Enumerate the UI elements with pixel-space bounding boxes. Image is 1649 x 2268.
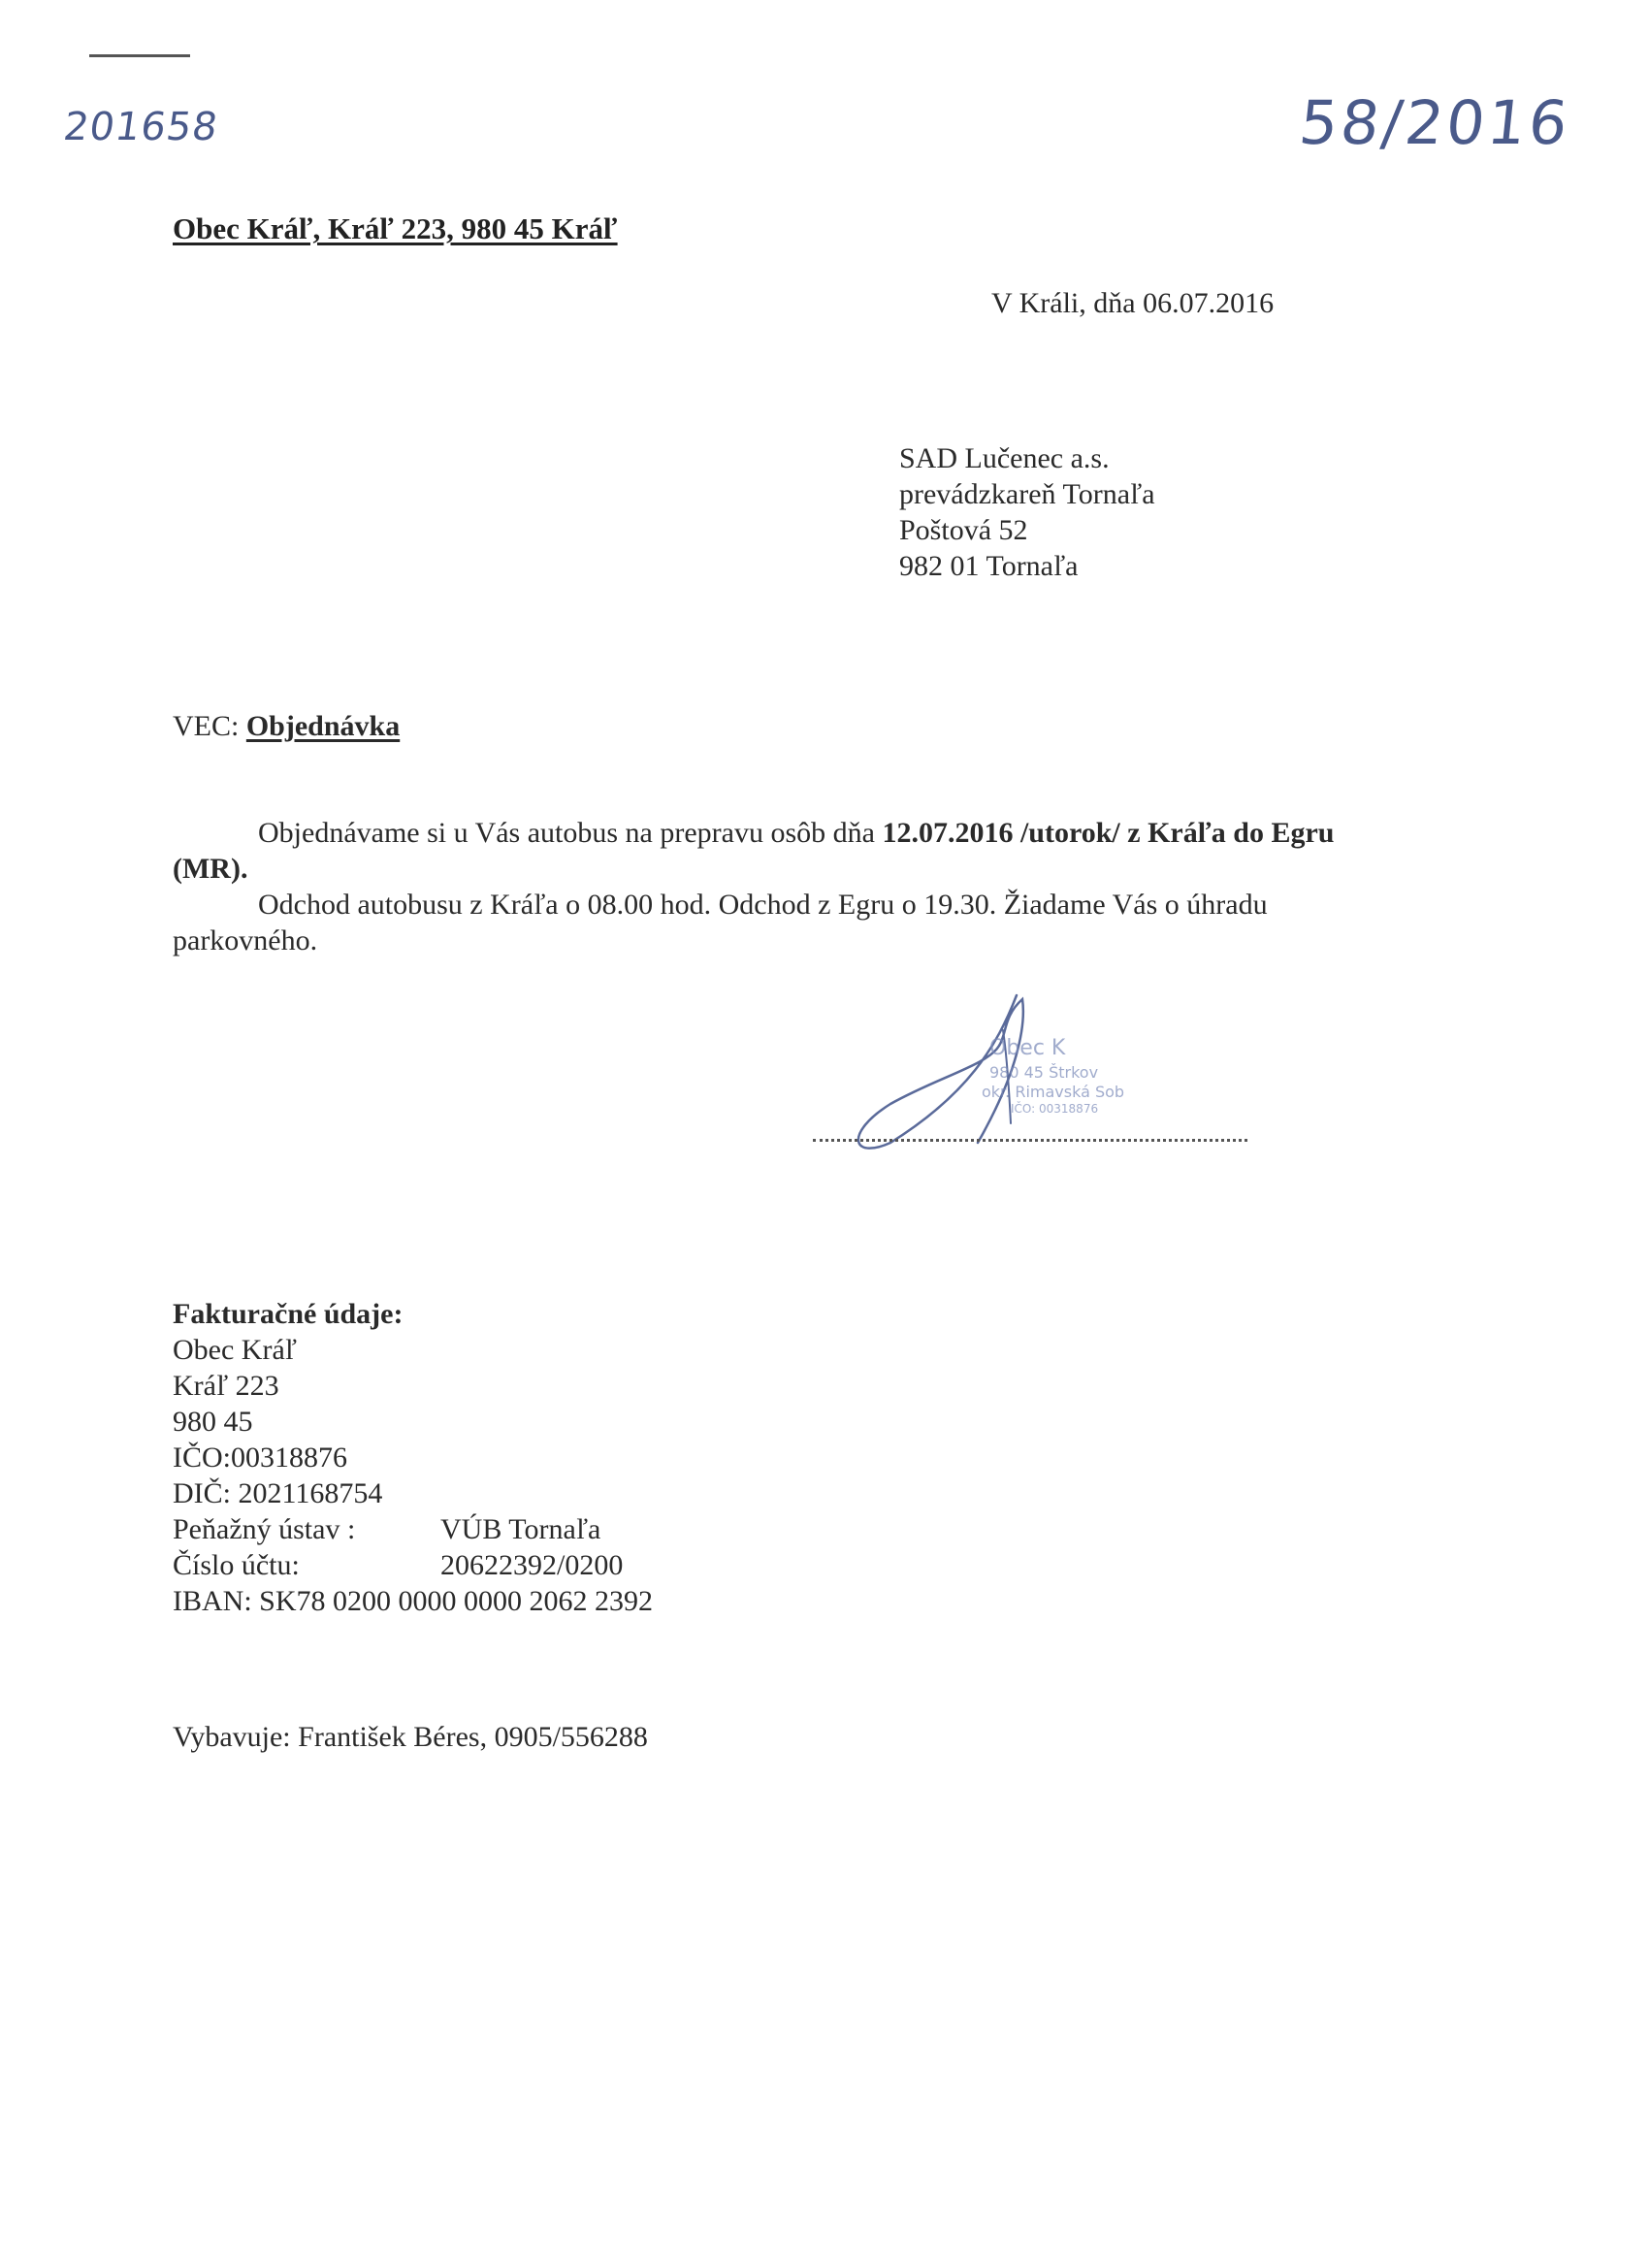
billing-bank-row: [173, 1511, 653, 1547]
recipient-street: Poštová 52: [899, 514, 1028, 546]
billing-bank-label: Peňažný ústav :: [173, 1513, 356, 1545]
billing-street: Kráľ 223: [173, 1370, 279, 1402]
billing-zip: 980 45: [173, 1406, 253, 1438]
stamp-line-4: IČO: 00318876: [1011, 1102, 1099, 1116]
date-line: V Králi, dňa 06.07.2016: [991, 287, 1275, 319]
billing-dic: DIČ: 2021168754: [173, 1477, 383, 1509]
stamp-line-1: Obec K: [989, 1036, 1066, 1060]
letter-body: [173, 815, 1366, 958]
billing-name: Obec Kráľ: [173, 1334, 297, 1366]
handwritten-file-number: 58/2016: [1296, 87, 1574, 158]
billing-account-value: 20622392/0200: [440, 1549, 624, 1581]
recipient-city: 982 01 Tornaľa: [899, 550, 1079, 582]
recipient-address: [899, 440, 1155, 584]
signature-and-stamp: [832, 988, 1259, 1152]
handwritten-registry-number: 201658: [60, 105, 221, 149]
recipient-company: SAD Lučenec a.s.: [899, 442, 1110, 474]
billing-account-row: [173, 1547, 653, 1583]
billing-details: [173, 1296, 653, 1619]
stamp-line-2: 980 45 Štrkov: [989, 1063, 1099, 1082]
stamp-line-3: okr. Rimavská Sob: [982, 1083, 1125, 1101]
contact-person: Vybavuje: František Béres, 0905/556288: [173, 1721, 648, 1753]
body-p1-text: Objednávame si u Vás autobus na prepravu osôb dňa: [258, 817, 883, 849]
recipient-branch: prevádzkareň Tornaľa: [899, 478, 1155, 510]
body-paragraph-1: [173, 815, 1366, 887]
body-p1-bold: 12.07.2016 /utorok/ z Kráľa do Egru (MR).: [173, 817, 1335, 885]
body-paragraph-2: [173, 887, 1366, 958]
sender-header: Obec Kráľ, Kráľ 223, 980 45 Kráľ: [173, 211, 618, 245]
signature-line: [813, 1137, 1247, 1142]
subject-value: Objednávka: [245, 710, 401, 742]
billing-account-label: Číslo účtu:: [173, 1549, 300, 1581]
subject-line: [173, 710, 400, 743]
billing-title: Fakturačné údaje:: [173, 1298, 404, 1330]
billing-iban: IBAN: SK78 0200 0000 0000 2062 2392: [173, 1585, 654, 1617]
pen-mark: [89, 54, 190, 57]
billing-bank-value: VÚB Tornaľa: [440, 1513, 601, 1545]
body-p2-text: Odchod autobusu z Kráľa o 08.00 hod. Odchod z Egru o 19.30. Žiadame Vás o úhradu parkovného.: [173, 889, 1268, 956]
billing-ico: IČO:00318876: [173, 1442, 347, 1474]
subject-label: VEC:: [173, 710, 240, 742]
